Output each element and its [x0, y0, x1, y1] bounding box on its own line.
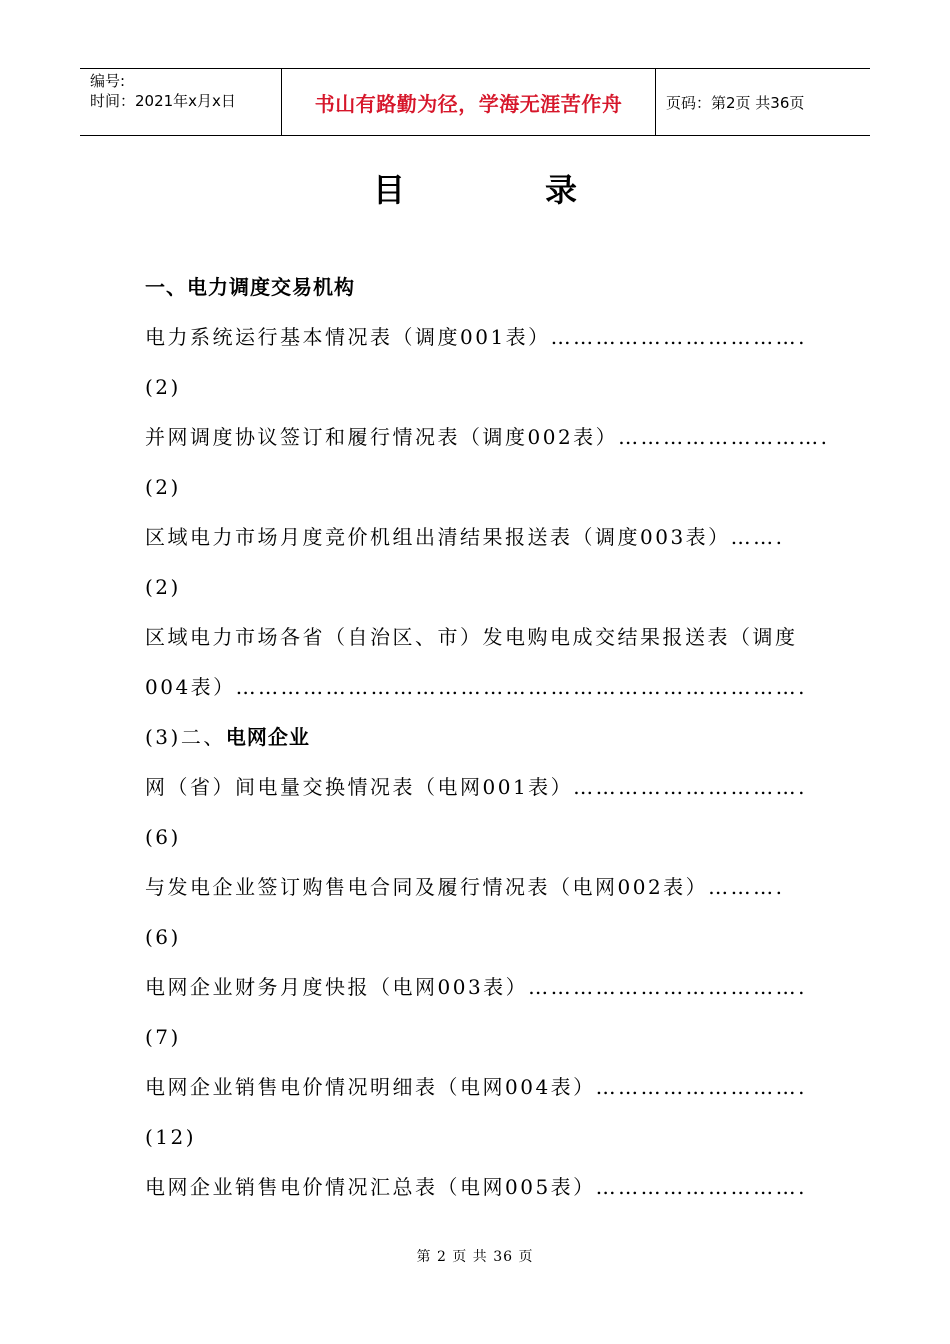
toc-item[interactable]: 并网调度协议签订和履行情况表（调度002表）……………………….: [145, 425, 830, 449]
toc-item-page-and-section-2: [145, 712, 805, 762]
toc-item-page: (3)二、: [145, 725, 226, 749]
document-date: 时间：2021年x月x日: [90, 92, 236, 110]
page-title: 目录: [372, 171, 717, 209]
document-number-label: 编号:: [90, 72, 126, 90]
toc-item-continued[interactable]: 004表）………………………………………………………………….: [145, 675, 808, 699]
header-page-info: 页码：第2页 共36页: [666, 93, 805, 112]
toc-item[interactable]: 电力系统运行基本情况表（调度001表）…………………………….: [145, 325, 808, 349]
toc-item[interactable]: 电网企业财务月度快报（电网003表）……………………………….: [145, 975, 808, 999]
header-motto: 书山有路勤为径，学海无涯苦作舟: [282, 69, 656, 135]
toc-item-page: (6): [145, 825, 181, 849]
toc-item-page: (12): [145, 1125, 197, 1149]
toc-section-1-title: 一、电力调度交易机构: [145, 275, 355, 299]
table-of-contents: [145, 262, 830, 1212]
toc-item[interactable]: 电网企业销售电价情况汇总表（电网005表）……………………….: [145, 1175, 808, 1199]
page-header: [80, 68, 870, 136]
toc-item-page: (2): [145, 575, 181, 599]
toc-item-page: (6): [145, 925, 181, 949]
header-meta: [80, 69, 282, 135]
toc-item[interactable]: 与发电企业签订购售电合同及履行情况表（电网002表）……….: [145, 875, 785, 899]
toc-item[interactable]: 网（省）间电量交换情况表（电网001表）………………………….: [145, 775, 808, 799]
toc-item[interactable]: 区域电力市场各省（自治区、市）发电购电成交结果报送表（调度: [145, 625, 798, 649]
toc-item[interactable]: 电网企业销售电价情况明细表（电网004表）……………………….: [145, 1075, 808, 1099]
toc-item-page: (7): [145, 1025, 181, 1049]
page-footer: 第 2 页 共 36 页: [416, 1249, 534, 1265]
toc-item-page: (2): [145, 375, 181, 399]
toc-item[interactable]: 区域电力市场月度竞价机组出清结果报送表（调度003表）…….: [145, 525, 785, 549]
toc-section-2-title: 电网企业: [225, 725, 310, 749]
toc-item-page: (2): [145, 475, 181, 499]
